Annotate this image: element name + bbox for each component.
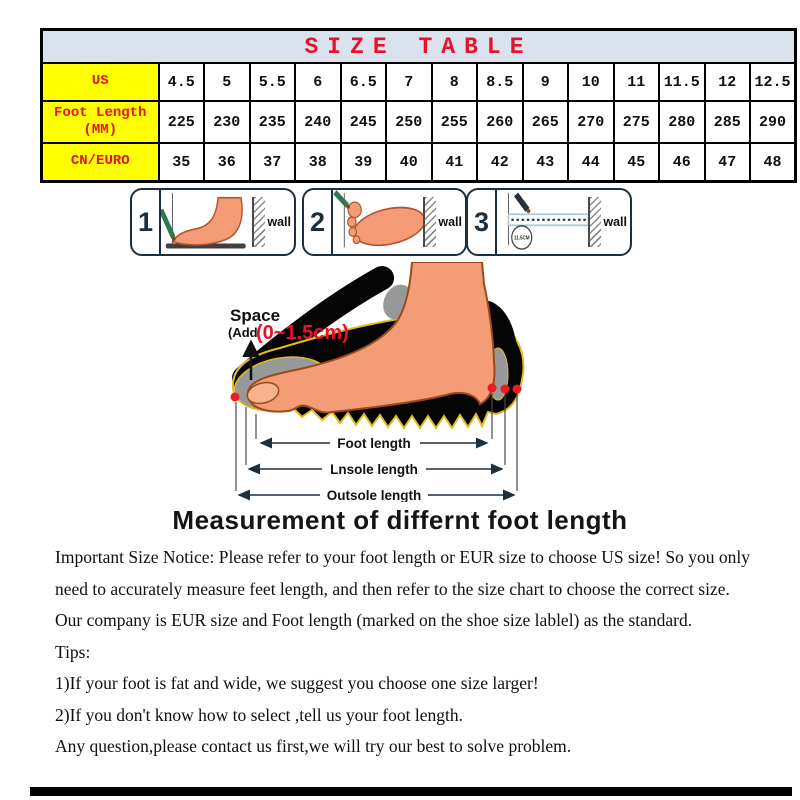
dot-insole-right	[501, 385, 510, 394]
size-value-cell: 250	[386, 101, 432, 143]
size-notice	[55, 542, 770, 763]
size-value-cell: 4.5	[159, 63, 205, 101]
size-value-cell: 240	[295, 101, 341, 143]
foot-measurement-diagram	[170, 262, 610, 502]
size-value-cell: 235	[250, 101, 296, 143]
size-value-cell: 11.5	[659, 63, 705, 101]
step-number: 1	[132, 190, 161, 254]
foot-sole-view-icon	[333, 190, 423, 254]
step-number: 2	[304, 190, 333, 254]
size-value-cell: 8.5	[477, 63, 523, 101]
row-label-cn-euro: CN/EURO	[42, 143, 159, 182]
notice-line: 1)If your foot is fat and wide, we suggest you choose one size larger!	[55, 673, 539, 693]
size-value-cell: 48	[750, 143, 796, 182]
size-value-cell: 10	[568, 63, 614, 101]
row-label-foot-length: Foot Length (MM)	[42, 101, 159, 143]
step-number: 3	[468, 190, 497, 254]
size-value-cell: 8	[432, 63, 478, 101]
wall-label: wall	[603, 215, 627, 229]
size-value-cell: 5	[204, 63, 250, 101]
wall-label: wall	[438, 215, 462, 229]
wall-hatch	[425, 197, 436, 247]
size-value-cell: 40	[386, 143, 432, 182]
dot-foot-right	[488, 384, 497, 393]
measure-step-3	[466, 188, 632, 256]
size-value-cell: 12.5	[750, 63, 796, 101]
size-value-cell: 43	[523, 143, 569, 182]
size-value-cell: 37	[250, 143, 296, 182]
size-value-cell: 245	[341, 101, 387, 143]
size-value-cell: 47	[705, 143, 751, 182]
size-value-cell: 230	[204, 101, 250, 143]
wall-label: wall	[267, 215, 291, 229]
size-value-cell: 38	[295, 143, 341, 182]
measure-step-2	[302, 188, 467, 256]
size-value-cell: 35	[159, 143, 205, 182]
size-value-cell: 270	[568, 101, 614, 143]
size-value-cell: 6.5	[341, 63, 387, 101]
measure-step-1	[130, 188, 296, 256]
size-value-cell: 6	[295, 63, 341, 101]
size-table	[40, 28, 797, 183]
size-value-cell: 39	[341, 143, 387, 182]
size-value-cell: 42	[477, 143, 523, 182]
dot-outsole-right	[513, 385, 522, 394]
outsole-length-label: Outsole length	[326, 488, 422, 502]
size-value-cell: 45	[614, 143, 660, 182]
space-label: Space	[230, 306, 281, 325]
size-value-cell: 46	[659, 143, 705, 182]
size-value-cell: 275	[614, 101, 660, 143]
step-2-illustration	[333, 190, 423, 254]
dot-outsole-left	[231, 393, 240, 402]
ruler-label: 11.5CM	[513, 236, 530, 242]
size-value-cell: 225	[159, 101, 205, 143]
add-value: (0~1.5cm)	[256, 322, 349, 344]
step-1-illustration	[161, 190, 252, 254]
size-value-cell: 11	[614, 63, 660, 101]
size-table-title: SIZE TABLE	[42, 30, 796, 64]
size-value-cell: 5.5	[250, 63, 296, 101]
size-value-cell: 44	[568, 143, 614, 182]
bottom-divider-bar	[30, 787, 792, 796]
add-label: (Add	[228, 325, 258, 340]
size-value-cell: 7	[386, 63, 432, 101]
size-value-cell: 265	[523, 101, 569, 143]
notice-line: Any question,please contact us first,we will try our best to solve problem.	[55, 736, 572, 756]
wall-hatch	[254, 197, 265, 247]
size-value-cell: 41	[432, 143, 478, 182]
step-3-illustration	[497, 190, 588, 254]
measuring-tape-icon	[497, 190, 588, 254]
notice-line: need to accurately measure feet length, and then refer to the size chart to choose the correct size.	[55, 578, 730, 599]
size-value-cell: 260	[477, 101, 523, 143]
size-value-cell: 285	[705, 101, 751, 143]
notice-line: Tips:	[55, 641, 91, 662]
notice-line: Our company is EUR size and Foot length (marked on the shoe size lablel) as the standard.	[55, 610, 693, 630]
size-value-cell: 36	[204, 143, 250, 182]
foot-side-view-icon	[161, 190, 252, 254]
size-value-cell: 255	[432, 101, 478, 143]
diagram-heading: Measurement of differnt foot length	[172, 505, 628, 535]
row-label-us: US	[42, 63, 159, 101]
notice-line: 2)If you don't know how to select ,tell us your foot length.	[55, 704, 464, 725]
size-value-cell: 290	[750, 101, 796, 143]
foot-length-label: Foot length	[337, 436, 411, 451]
size-value-cell: 9	[523, 63, 569, 101]
size-value-cell: 12	[705, 63, 751, 101]
wall-hatch	[590, 197, 601, 247]
notice-line: Important Size Notice: Please refer to your foot length or EUR size to choose US size! So you only	[55, 547, 750, 567]
insole-length-label: Lnsole length	[330, 462, 418, 477]
size-value-cell: 280	[659, 101, 705, 143]
